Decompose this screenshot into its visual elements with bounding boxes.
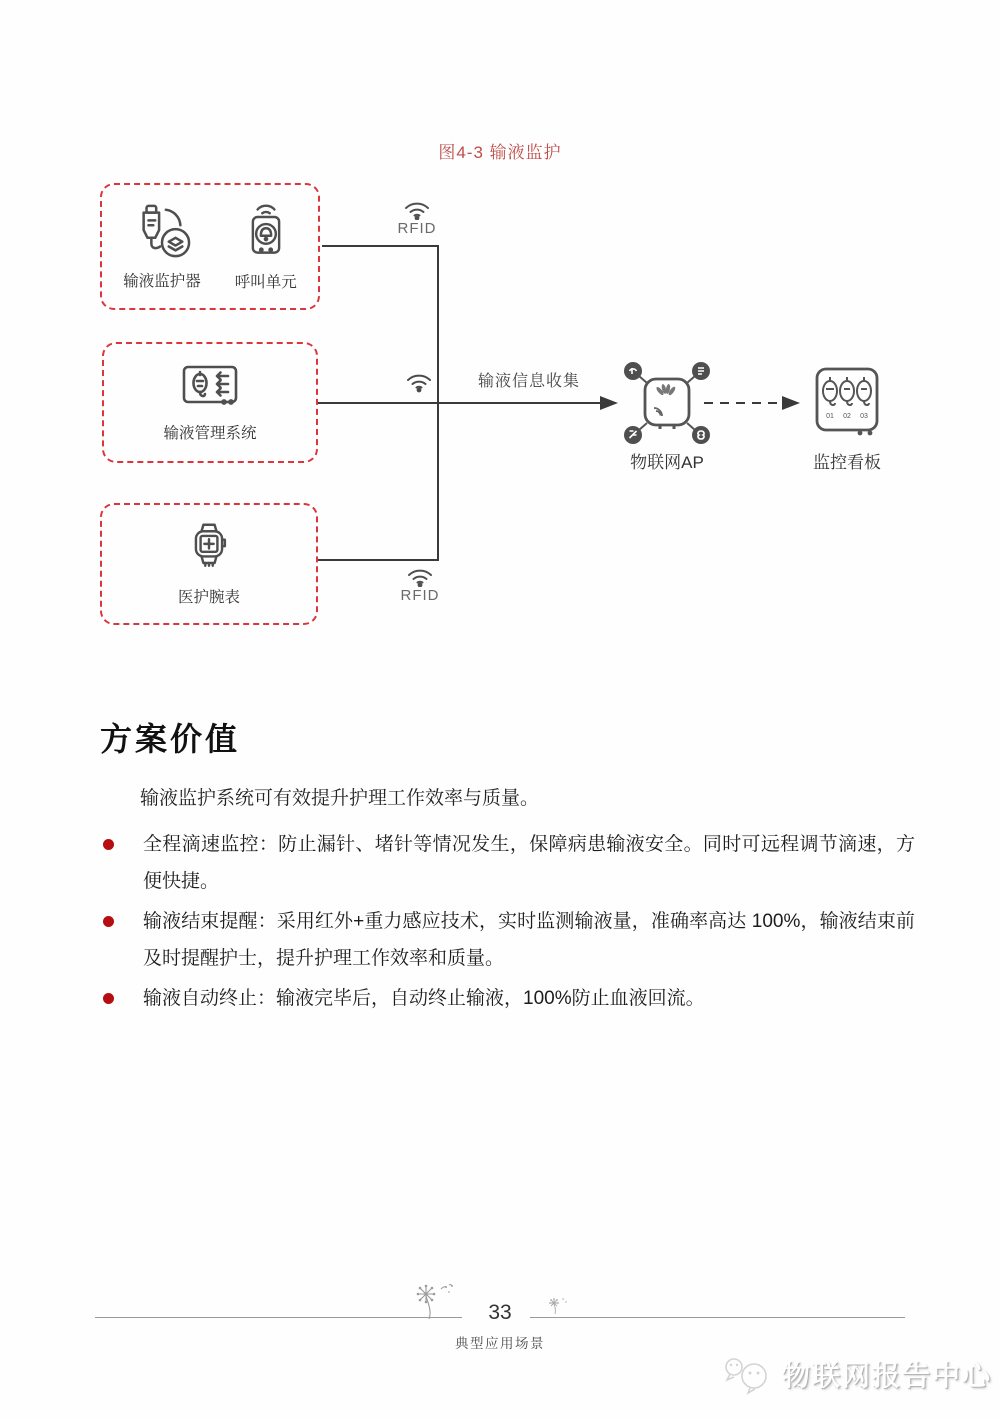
device-label: 输液管理系统 [163, 424, 257, 442]
device-medical-watch [178, 521, 240, 607]
bullet-item [100, 903, 915, 977]
device-group-bedside [100, 183, 320, 310]
board-slot-number: 01 [826, 413, 834, 420]
wifi-icon [405, 567, 435, 587]
bullet-text: 输液结束提醒：采用红外+重力感应技术，实时监测输液量，准确率高达 100%，输液结束前及时提醒护士，提升护理工作效率和质量。 [143, 911, 915, 969]
infusion-monitoring-diagram [0, 0, 1000, 690]
rfid-link-top [382, 200, 452, 238]
board-slot-number: 02 [843, 413, 851, 420]
bullet-dot [103, 916, 114, 927]
board-slot-number: 03 [860, 413, 868, 420]
bullet-text: 全程滴速监控：防止漏针、堵针等情况发生，保障病患输液安全。同时可远程调节滴速，方便快捷。 [143, 834, 915, 892]
flow-label: 输液信息收集 [478, 373, 581, 390]
iot-ap-label: 物联网AP [630, 453, 704, 472]
infusion-monitor-icon [131, 203, 193, 261]
rfid-link-bottom [385, 567, 455, 605]
watermark [722, 1352, 992, 1396]
infusion-system-icon [179, 363, 241, 413]
bullet-dot [103, 839, 114, 850]
bullet-dot [103, 993, 114, 1004]
medical-watch-icon [184, 521, 234, 577]
section-intro: 输液监护系统可有效提升护理工作效率与质量。 [140, 788, 540, 809]
watermark-logo-icon [722, 1352, 774, 1396]
monitor-board-icon [813, 365, 881, 441]
figure-title: 图4-3 输液监护 [438, 143, 562, 162]
monitor-board-node [813, 365, 881, 441]
call-unit-icon [241, 202, 291, 262]
iot-ap-node [620, 360, 714, 446]
iot-ap-icon [620, 360, 714, 446]
footer-section-label: 典型应用场景 [455, 1336, 545, 1351]
rfid-label: RFID [397, 220, 437, 237]
value-bullet-list [100, 826, 915, 1020]
device-group-wearable [100, 503, 318, 625]
section-heading: 方案价值 [100, 721, 241, 757]
bullet-text: 输液自动终止：输液完毕后，自动终止输液，100%防止血液回流。 [143, 988, 705, 1009]
device-infusion-monitor [123, 203, 201, 291]
device-call-unit [235, 202, 297, 292]
device-infusion-system [163, 363, 256, 443]
device-group-system [102, 342, 318, 463]
device-label: 医护腕表 [177, 589, 240, 606]
page-number: 33 [488, 1301, 512, 1324]
device-label: 输液监护器 [123, 272, 201, 290]
device-label: 呼叫单元 [234, 273, 297, 291]
watermark-text: 物联网报告中心 [781, 1360, 992, 1391]
wifi-icon [402, 200, 432, 220]
monitor-board-label: 监控看板 [813, 453, 881, 472]
bullet-item [100, 826, 915, 900]
bullet-item [100, 980, 915, 1017]
wifi-icon [404, 371, 434, 393]
rfid-label: RFID [400, 587, 440, 604]
